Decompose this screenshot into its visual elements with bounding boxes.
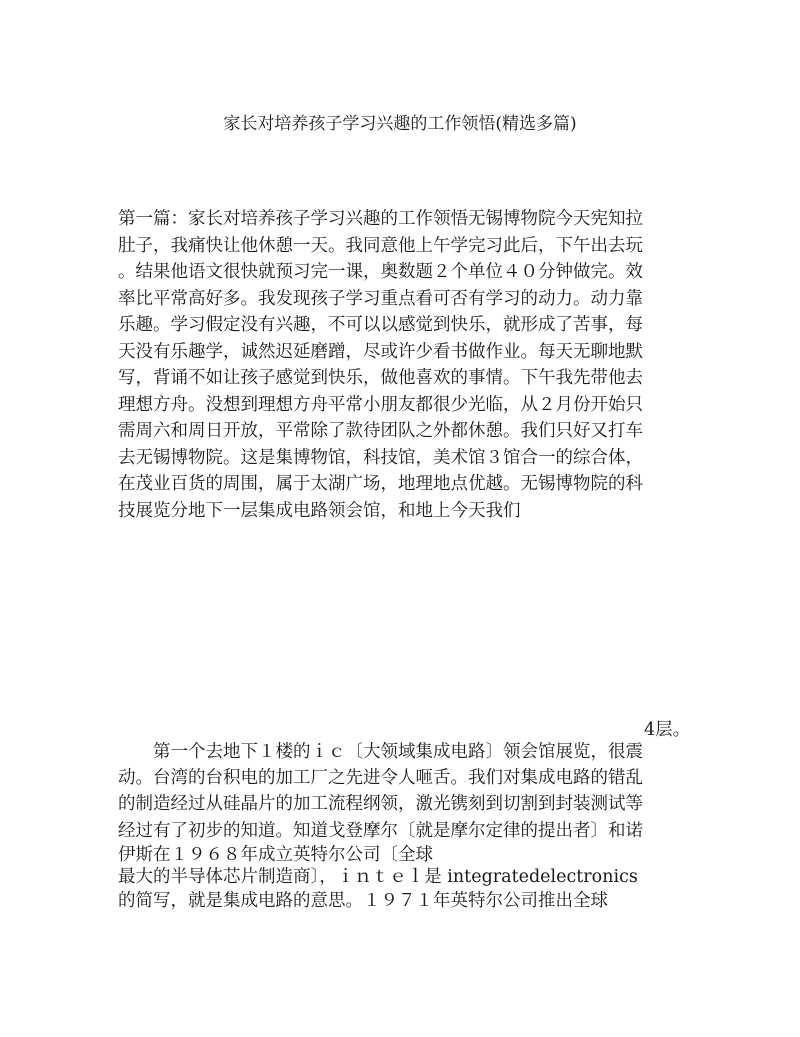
paragraph-2 [118, 739, 688, 914]
paragraph-line: 经过有了初步的知道。知道戈登摩尔〔就是摩尔定律的提出者〕和诺 [118, 820, 643, 841]
paragraph-1 [118, 206, 688, 524]
paragraph-line: 乐趣。学习假定没有兴趣，不可以以感觉到快乐，就形成了苦事，每 [118, 315, 643, 335]
paragraph-line: 需周六和周日开放，平常除了款待团队之外都休憩。我们只好又打车 [118, 421, 643, 441]
paragraph-line: 第一篇：家长对培养孩子学习兴趣的工作领悟无锡博物院今天宪知拉 [118, 209, 643, 229]
paragraph-line: 写，背诵不如让孩子感觉到快乐，做他喜欢的事情。下午我先带他去 [118, 368, 643, 388]
document-title: 家长对培养孩子学习兴趣的工作领悟(精选多篇) [223, 114, 577, 134]
paragraph-line: 。结果他语文很快就预习完一课，奥数题２个单位４０分钟做完。效 [118, 262, 643, 282]
paragraph-line: 理想方舟。没想到理想方舟平常小朋友都很少光临，从２月份开始只 [118, 394, 643, 415]
paragraph-line: 去无锡博物院。这是集博物馆，科技馆，美术馆３馆合一的综合体， [118, 447, 643, 468]
paragraph-line: 肚子，我痛快让他休憩一天。我同意他上午学完习此后，下午出去玩 [118, 235, 643, 256]
paragraph-line: 第一个去地下１楼的ｉｃ〔大领域集成电路〕领会馆展览，很震 [118, 742, 643, 762]
paragraph-line: 天没有乐趣学，诚然迟延磨蹭，尽或许少看书做作业。每天无聊地默 [118, 341, 643, 362]
paragraph-line: 动。台湾的台积电的加工厂之先进令人咂舌。我们对集成电路的错乱 [118, 768, 643, 789]
paragraph-line: 的简写，就是集成电路的意思。１９７１年英特尔公司推出全球 [118, 890, 608, 911]
paragraph-line: 率比平常高好多。我发现孩子学习重点看可否有学习的动力。动力靠 [118, 288, 643, 309]
paragraph-line: 伊斯在１９６８年成立英特尔公司〔全球 [118, 844, 433, 865]
paragraph-line: 最大的半导体芯片制造商〕，ｉｎｔｅｌ是 integratedelectronics [118, 866, 638, 887]
paragraph-line: 在茂业百货的周围，属于太湖广场，地理地点优越。无锡博物院的科 [118, 474, 643, 494]
paragraph-line: 的制造经过从硅晶片的加工流程纲领，激光镌刻到切割到封装测试等 [118, 794, 643, 815]
floor-note: 4层。 [644, 720, 691, 740]
paragraph-line: 技展览分地下一层集成电路领会馆，和地上今天我们 [118, 500, 521, 521]
